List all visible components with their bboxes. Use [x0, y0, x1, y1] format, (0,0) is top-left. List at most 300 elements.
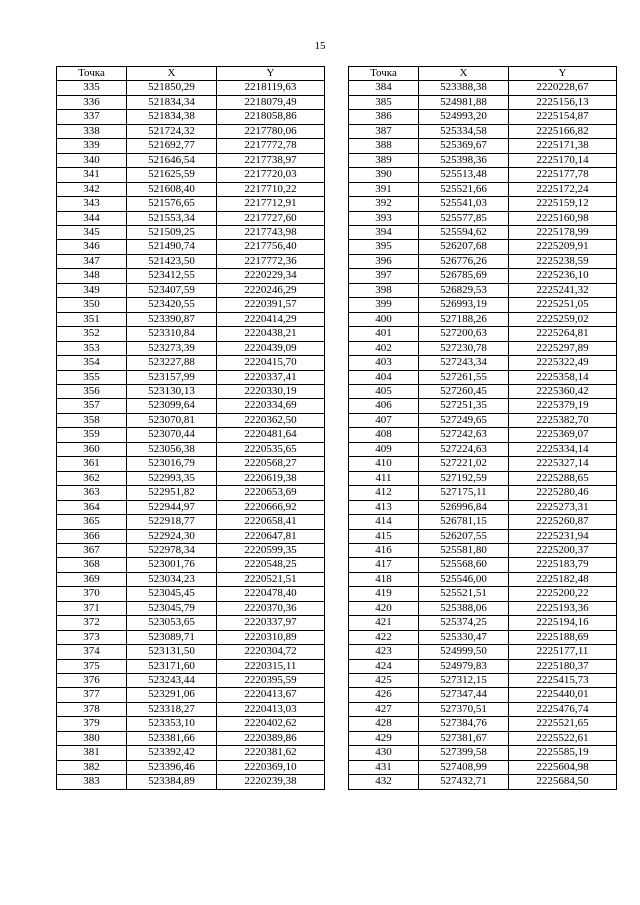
table-row — [57, 81, 325, 95]
cell-x: 527432,71 — [419, 775, 509, 789]
cell-y: 2225585,19 — [509, 746, 617, 760]
table-row — [57, 731, 325, 745]
cell-x: 526996,84 — [419, 500, 509, 514]
cell-point: 344 — [57, 211, 127, 225]
table-row — [349, 731, 617, 745]
cell-y: 2225684,50 — [509, 775, 617, 789]
cell-point: 417 — [349, 558, 419, 572]
cell-y: 2220535,65 — [217, 442, 325, 456]
table-row — [349, 645, 617, 659]
table-row — [57, 529, 325, 543]
table-row — [57, 515, 325, 529]
cell-x: 523130,13 — [127, 384, 217, 398]
cell-y: 2220548,25 — [217, 558, 325, 572]
table-row — [57, 139, 325, 153]
cell-point: 351 — [57, 312, 127, 326]
cell-y: 2218079,49 — [217, 95, 325, 109]
cell-x: 523001,76 — [127, 558, 217, 572]
cell-x: 525374,25 — [419, 616, 509, 630]
cell-y: 2217772,78 — [217, 139, 325, 153]
cell-point: 381 — [57, 746, 127, 760]
cell-x: 523420,55 — [127, 298, 217, 312]
cell-point: 380 — [57, 731, 127, 745]
cell-x: 523291,06 — [127, 688, 217, 702]
table-row — [57, 645, 325, 659]
cell-point: 425 — [349, 674, 419, 688]
cell-point: 345 — [57, 225, 127, 239]
cell-x: 521834,34 — [127, 95, 217, 109]
table-row — [349, 471, 617, 485]
cell-x: 524999,50 — [419, 645, 509, 659]
cell-y: 2220666,92 — [217, 500, 325, 514]
cell-y: 2225604,98 — [509, 760, 617, 774]
table-row — [57, 399, 325, 413]
cell-point: 343 — [57, 197, 127, 211]
table-header-row — [349, 67, 617, 81]
cell-point: 362 — [57, 471, 127, 485]
cell-x: 527230,78 — [419, 341, 509, 355]
cell-point: 394 — [349, 225, 419, 239]
cell-y: 2225251,05 — [509, 298, 617, 312]
table-row — [57, 153, 325, 167]
cell-y: 2220381,62 — [217, 746, 325, 760]
cell-x: 527381,67 — [419, 731, 509, 745]
table-row — [349, 500, 617, 514]
cell-y: 2225297,89 — [509, 341, 617, 355]
cell-point: 430 — [349, 746, 419, 760]
cell-x: 522918,77 — [127, 515, 217, 529]
cell-x: 527399,58 — [419, 746, 509, 760]
cell-x: 521576,65 — [127, 197, 217, 211]
cell-point: 390 — [349, 168, 419, 182]
cell-point: 398 — [349, 283, 419, 297]
table-row — [57, 775, 325, 789]
cell-y: 2220438,21 — [217, 327, 325, 341]
cell-y: 2220478,40 — [217, 587, 325, 601]
table-row — [349, 601, 617, 615]
cell-point: 386 — [349, 110, 419, 124]
cell-point: 366 — [57, 529, 127, 543]
cell-point: 355 — [57, 370, 127, 384]
cell-y: 2225209,91 — [509, 240, 617, 254]
cell-y: 2225280,46 — [509, 486, 617, 500]
cell-y: 2225358,14 — [509, 370, 617, 384]
cell-y: 2225193,36 — [509, 601, 617, 615]
table-row — [349, 168, 617, 182]
cell-x: 527384,76 — [419, 717, 509, 731]
cell-point: 416 — [349, 543, 419, 557]
cell-point: 409 — [349, 442, 419, 456]
cell-x: 523407,59 — [127, 283, 217, 297]
table-row — [349, 587, 617, 601]
cell-y: 2225327,14 — [509, 457, 617, 471]
cell-point: 410 — [349, 457, 419, 471]
cell-x: 523171,60 — [127, 659, 217, 673]
cell-point: 337 — [57, 110, 127, 124]
table-row — [57, 225, 325, 239]
table-row — [349, 515, 617, 529]
cell-point: 413 — [349, 500, 419, 514]
cell-point: 361 — [57, 457, 127, 471]
cell-y: 2225154,87 — [509, 110, 617, 124]
cell-x: 522924,30 — [127, 529, 217, 543]
cell-point: 412 — [349, 486, 419, 500]
cell-y: 2225273,31 — [509, 500, 617, 514]
cell-x: 525388,06 — [419, 601, 509, 615]
cell-point: 397 — [349, 269, 419, 283]
cell-point: 432 — [349, 775, 419, 789]
table-row — [57, 370, 325, 384]
cell-y: 2225170,14 — [509, 153, 617, 167]
cell-point: 368 — [57, 558, 127, 572]
table-row — [349, 399, 617, 413]
cell-y: 2220246,29 — [217, 283, 325, 297]
cell-y: 2220653,69 — [217, 486, 325, 500]
table-row — [349, 95, 617, 109]
cell-y: 2225231,94 — [509, 529, 617, 543]
table-row — [57, 341, 325, 355]
cell-point: 352 — [57, 327, 127, 341]
cell-y: 2220599,35 — [217, 543, 325, 557]
cell-point: 357 — [57, 399, 127, 413]
cell-x: 525546,00 — [419, 572, 509, 586]
cell-point: 338 — [57, 124, 127, 138]
table-row — [57, 95, 325, 109]
table-row — [57, 413, 325, 427]
table-row — [349, 225, 617, 239]
cell-x: 523392,42 — [127, 746, 217, 760]
cell-y: 2225156,13 — [509, 95, 617, 109]
cell-x: 527251,35 — [419, 399, 509, 413]
cell-y: 2225264,81 — [509, 327, 617, 341]
table-row — [57, 312, 325, 326]
table-row — [57, 616, 325, 630]
cell-y: 2220337,97 — [217, 616, 325, 630]
cell-x: 523099,64 — [127, 399, 217, 413]
cell-y: 2217772,36 — [217, 254, 325, 268]
table-row — [349, 442, 617, 456]
cell-x: 523131,50 — [127, 645, 217, 659]
cell-point: 414 — [349, 515, 419, 529]
cell-x: 525398,36 — [419, 153, 509, 167]
cell-y: 2225440,01 — [509, 688, 617, 702]
cell-y: 2220619,38 — [217, 471, 325, 485]
cell-x: 527347,44 — [419, 688, 509, 702]
cell-x: 525334,58 — [419, 124, 509, 138]
table-row — [57, 630, 325, 644]
table-row — [349, 139, 617, 153]
cell-point: 385 — [349, 95, 419, 109]
cell-y: 2225180,37 — [509, 659, 617, 673]
cell-y: 2225160,98 — [509, 211, 617, 225]
cell-point: 359 — [57, 428, 127, 442]
cell-y: 2220239,38 — [217, 775, 325, 789]
table-row — [349, 760, 617, 774]
cell-y: 2225322,49 — [509, 356, 617, 370]
cell-y: 2225182,48 — [509, 572, 617, 586]
cell-x: 523089,71 — [127, 630, 217, 644]
coordinates-table-left — [56, 66, 325, 790]
cell-y: 2220304,72 — [217, 645, 325, 659]
cell-x: 526785,69 — [419, 269, 509, 283]
cell-y: 2225238,59 — [509, 254, 617, 268]
cell-x: 523390,87 — [127, 312, 217, 326]
table-row — [349, 254, 617, 268]
table-row — [349, 428, 617, 442]
page-number: 15 — [314, 40, 326, 52]
cell-y: 2225194,16 — [509, 616, 617, 630]
cell-x: 525330,47 — [419, 630, 509, 644]
cell-point: 364 — [57, 500, 127, 514]
cell-x: 522978,34 — [127, 543, 217, 557]
cell-x: 521850,29 — [127, 81, 217, 95]
cell-x: 527224,63 — [419, 442, 509, 456]
cell-y: 2225172,24 — [509, 182, 617, 196]
table-row — [57, 760, 325, 774]
cell-point: 371 — [57, 601, 127, 615]
table-row — [57, 442, 325, 456]
cell-x: 527312,15 — [419, 674, 509, 688]
cell-y: 2217756,40 — [217, 240, 325, 254]
table-row — [57, 269, 325, 283]
cell-x: 521724,32 — [127, 124, 217, 138]
cell-point: 404 — [349, 370, 419, 384]
cell-x: 521509,25 — [127, 225, 217, 239]
cell-y: 2225360,42 — [509, 384, 617, 398]
table-row — [57, 572, 325, 586]
cell-y: 2217720,03 — [217, 168, 325, 182]
cell-x: 527249,65 — [419, 413, 509, 427]
cell-point: 395 — [349, 240, 419, 254]
cell-point: 336 — [57, 95, 127, 109]
cell-x: 525594,62 — [419, 225, 509, 239]
cell-point: 342 — [57, 182, 127, 196]
table-row — [57, 298, 325, 312]
cell-point: 407 — [349, 413, 419, 427]
cell-point: 346 — [57, 240, 127, 254]
column-header-x: X — [419, 67, 509, 81]
cell-y: 2220415,70 — [217, 356, 325, 370]
table-row — [349, 702, 617, 716]
cell-y: 2220330,19 — [217, 384, 325, 398]
cell-y: 2220389,86 — [217, 731, 325, 745]
cell-x: 525513,48 — [419, 168, 509, 182]
cell-x: 523034,23 — [127, 572, 217, 586]
table-row — [57, 659, 325, 673]
cell-point: 391 — [349, 182, 419, 196]
table-row — [57, 702, 325, 716]
cell-point: 372 — [57, 616, 127, 630]
cell-y: 2225382,70 — [509, 413, 617, 427]
table-row — [349, 384, 617, 398]
cell-y: 2220337,41 — [217, 370, 325, 384]
cell-y: 2220369,10 — [217, 760, 325, 774]
cell-point: 396 — [349, 254, 419, 268]
cell-point: 392 — [349, 197, 419, 211]
table-row — [349, 341, 617, 355]
table-row — [349, 211, 617, 225]
cell-point: 374 — [57, 645, 127, 659]
cell-point: 353 — [57, 341, 127, 355]
table-row — [57, 211, 325, 225]
cell-y: 2220395,59 — [217, 674, 325, 688]
table-header-row — [57, 67, 325, 81]
cell-x: 525369,67 — [419, 139, 509, 153]
cell-y: 2225415,73 — [509, 674, 617, 688]
cell-y: 2218119,63 — [217, 81, 325, 95]
cell-y: 2217712,91 — [217, 197, 325, 211]
cell-y: 2225159,12 — [509, 197, 617, 211]
table-row — [57, 168, 325, 182]
table-row — [349, 81, 617, 95]
cell-x: 526781,15 — [419, 515, 509, 529]
cell-x: 527221,02 — [419, 457, 509, 471]
cell-y: 2225177,11 — [509, 645, 617, 659]
cell-y: 2225521,65 — [509, 717, 617, 731]
table-row — [349, 558, 617, 572]
cell-x: 523310,84 — [127, 327, 217, 341]
cell-point: 428 — [349, 717, 419, 731]
cell-x: 525577,85 — [419, 211, 509, 225]
column-header-y: Y — [217, 67, 325, 81]
cell-point: 406 — [349, 399, 419, 413]
cell-y: 2220315,11 — [217, 659, 325, 673]
cell-point: 429 — [349, 731, 419, 745]
cell-point: 399 — [349, 298, 419, 312]
table-row — [57, 471, 325, 485]
table-row — [57, 197, 325, 211]
cell-x: 527192,59 — [419, 471, 509, 485]
cell-x: 523070,44 — [127, 428, 217, 442]
cell-x: 523056,38 — [127, 442, 217, 456]
cell-y: 2220413,67 — [217, 688, 325, 702]
table-row — [57, 124, 325, 138]
table-row — [349, 298, 617, 312]
cell-point: 427 — [349, 702, 419, 716]
cell-point: 341 — [57, 168, 127, 182]
cell-point: 431 — [349, 760, 419, 774]
column-header-y: Y — [509, 67, 617, 81]
table-row — [57, 240, 325, 254]
cell-y: 2225288,65 — [509, 471, 617, 485]
cell-y: 2220310,89 — [217, 630, 325, 644]
table-body-right — [349, 81, 617, 789]
table-row — [57, 558, 325, 572]
cell-y: 2220413,03 — [217, 702, 325, 716]
cell-x: 524981,88 — [419, 95, 509, 109]
cell-point: 360 — [57, 442, 127, 456]
table-row — [349, 356, 617, 370]
cell-y: 2220439,09 — [217, 341, 325, 355]
cell-point: 405 — [349, 384, 419, 398]
cell-x: 523396,46 — [127, 760, 217, 774]
cell-point: 373 — [57, 630, 127, 644]
table-row — [57, 746, 325, 760]
table-row — [349, 457, 617, 471]
cell-point: 350 — [57, 298, 127, 312]
cell-x: 523384,89 — [127, 775, 217, 789]
cell-point: 400 — [349, 312, 419, 326]
cell-y: 2225188,69 — [509, 630, 617, 644]
cell-y: 2220481,64 — [217, 428, 325, 442]
cell-x: 527200,63 — [419, 327, 509, 341]
cell-point: 347 — [57, 254, 127, 268]
cell-x: 526829,53 — [419, 283, 509, 297]
cell-x: 523381,66 — [127, 731, 217, 745]
cell-point: 402 — [349, 341, 419, 355]
cell-x: 521608,40 — [127, 182, 217, 196]
cell-y: 2220229,34 — [217, 269, 325, 283]
cell-y: 2225178,99 — [509, 225, 617, 239]
table-row — [349, 327, 617, 341]
cell-y: 2225171,38 — [509, 139, 617, 153]
cell-x: 527261,55 — [419, 370, 509, 384]
cell-x: 526993,19 — [419, 298, 509, 312]
cell-y: 2225369,07 — [509, 428, 617, 442]
table-row — [57, 384, 325, 398]
cell-point: 377 — [57, 688, 127, 702]
cell-point: 387 — [349, 124, 419, 138]
cell-y: 2225522,61 — [509, 731, 617, 745]
cell-x: 526207,68 — [419, 240, 509, 254]
cell-y: 2220391,57 — [217, 298, 325, 312]
cell-y: 2220228,67 — [509, 81, 617, 95]
cell-point: 426 — [349, 688, 419, 702]
cell-x: 522993,35 — [127, 471, 217, 485]
cell-x: 524993,20 — [419, 110, 509, 124]
table-row — [57, 327, 325, 341]
cell-y: 2220414,29 — [217, 312, 325, 326]
table-row — [57, 182, 325, 196]
cell-x: 521646,54 — [127, 153, 217, 167]
cell-point: 376 — [57, 674, 127, 688]
cell-x: 523412,55 — [127, 269, 217, 283]
cell-y: 2217743,98 — [217, 225, 325, 239]
cell-x: 527188,26 — [419, 312, 509, 326]
cell-x: 527260,45 — [419, 384, 509, 398]
cell-x: 523227,88 — [127, 356, 217, 370]
cell-y: 2225476,74 — [509, 702, 617, 716]
cell-x: 527370,51 — [419, 702, 509, 716]
table-row — [349, 630, 617, 644]
cell-point: 375 — [57, 659, 127, 673]
cell-point: 384 — [349, 81, 419, 95]
table-row — [349, 572, 617, 586]
cell-y: 2225183,79 — [509, 558, 617, 572]
cell-x: 521553,34 — [127, 211, 217, 225]
cell-point: 339 — [57, 139, 127, 153]
cell-y: 2220658,41 — [217, 515, 325, 529]
table-row — [349, 413, 617, 427]
table-row — [57, 110, 325, 124]
table-row — [349, 746, 617, 760]
cell-x: 523157,99 — [127, 370, 217, 384]
cell-y: 2225379,19 — [509, 399, 617, 413]
cell-x: 523318,27 — [127, 702, 217, 716]
cell-x: 527175,11 — [419, 486, 509, 500]
table-row — [57, 587, 325, 601]
cell-point: 335 — [57, 81, 127, 95]
cell-point: 418 — [349, 572, 419, 586]
table-body-left — [57, 81, 325, 789]
cell-point: 421 — [349, 616, 419, 630]
cell-point: 340 — [57, 153, 127, 167]
cell-x: 525521,51 — [419, 587, 509, 601]
table-row — [57, 500, 325, 514]
cell-x: 523388,38 — [419, 81, 509, 95]
cell-x: 523273,39 — [127, 341, 217, 355]
cell-x: 523353,10 — [127, 717, 217, 731]
